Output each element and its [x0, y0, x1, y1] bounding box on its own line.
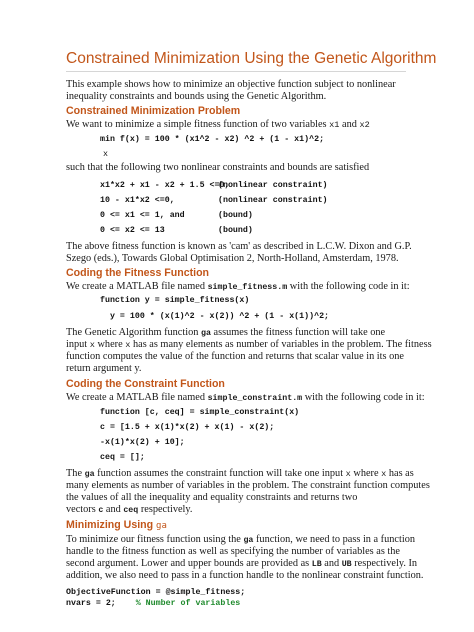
para-text: second argument. Lower and upper bounds are provided as [66, 558, 312, 569]
constraint-code-line-1: function [c, ceq] = simple_constraint(x) [100, 408, 300, 417]
var-x2: x2 [359, 120, 370, 130]
constraints-lead: such that the following two nonlinear constraints and bounds are satisfied [66, 162, 370, 173]
constraint-lead-post: with the following code in it: [302, 392, 425, 403]
equation-x-label: x [103, 150, 108, 159]
para-text: and [321, 558, 342, 569]
code-comment: % Number of variables [135, 599, 241, 608]
fitness-lead [66, 281, 410, 294]
para-text: where [350, 468, 382, 479]
section-heading-constraint: Coding the Constraint Function [66, 378, 225, 390]
ga-code: ga [200, 329, 211, 338]
para-text: The Genetic Algorithm function [66, 327, 201, 338]
constraint-para-3: the values of all the inequality and equality constraints and returns two [66, 492, 358, 503]
code-text: nvars = 2; [66, 599, 136, 608]
constraint-3-expr: 0 <= x1 <= 1, and [100, 211, 185, 220]
fitness-code-line-1: function y = simple_fitness(x) [100, 296, 250, 305]
constraint-1-note: (nonlinear constraint) [218, 181, 328, 190]
constraint-filename: simple_constraint.m [207, 394, 303, 403]
constraint-code-line-3: -x(1)*x(2) + 10]; [100, 438, 185, 447]
fitness-filename: simple_fitness.m [207, 283, 288, 292]
cam-reference-2: Szego (eds.), Towards Global Optimisation 2, North-Holland, Amsterdam, 1978. [66, 253, 399, 264]
constraint-2-note: (nonlinear constraint) [218, 196, 328, 205]
lb-code: LB [311, 560, 322, 569]
var-x: x [345, 469, 351, 479]
para-text: assumes the fitness function will take one [210, 327, 386, 338]
para-text: respectively. [138, 504, 193, 515]
constraint-code-line-4: ceq = []; [100, 453, 145, 462]
constraint-3-note: (bound) [218, 211, 253, 220]
fitness-para-4: return argument y. [66, 363, 142, 374]
intro-line-1: This example shows how to minimize an objective function subject to nonlinear [66, 79, 396, 90]
heading-ga-code: ga [156, 521, 167, 531]
objective-equation: min f(x) = 100 * (x1^2 - x2) ^2 + (1 - x1)^2; [100, 135, 325, 144]
var-x: x [89, 340, 95, 350]
constraint-2-expr: 10 - x1*x2 <=0, [100, 196, 175, 205]
para-text: vectors [66, 504, 99, 515]
minimizing-para-2: handle to the fitness function as well as specifying the number of variables as the [66, 546, 400, 557]
minimizing-code-line-1: ObjectiveFunction = @simple_fitness; [66, 588, 246, 597]
constraint-code-line-2: c = [1.5 + x(1)*x(2) + x(1) - x(2); [100, 423, 275, 432]
constraint-lead-pre: We create a MATLAB file named [66, 392, 208, 403]
para-text: To minimize our fitness function using the [66, 534, 244, 545]
constraint-para-4 [66, 504, 192, 517]
para-text: has as [386, 468, 414, 479]
section-heading-fitness: Coding the Fitness Function [66, 267, 210, 279]
lead-text: We want to minimize a simple fitness function of two variables [66, 119, 330, 130]
ceq-code: ceq [123, 506, 139, 515]
intro-line-2: inequality constraints and bounds using the Genetic Algorithm. [66, 91, 327, 102]
and-text: and [339, 119, 360, 130]
para-text: The [66, 468, 85, 479]
cam-reference-1: The above fitness function is known as 'cam' as described in L.C.W. Dixon and G.P. [66, 241, 412, 252]
ub-code: UB [341, 560, 352, 569]
page-title: Constrained Minimization Using the Genetic Algorithm [66, 50, 406, 72]
fitness-code-line-2: y = 100 * (x(1)^2 - x(2)) ^2 + (1 - x(1))^2; [100, 312, 330, 321]
constraint-para-2: many elements as number of variables in the problem. The constraint function computes [66, 480, 430, 491]
fitness-para-3: function computes the value of the function and returns that scalar value in its one [66, 351, 404, 362]
minimizing-code-line-2 [66, 599, 240, 609]
c-code: c [98, 506, 104, 515]
para-text: and [103, 504, 124, 515]
fitness-lead-post: with the following code in it: [287, 281, 410, 292]
constraint-lead [66, 392, 425, 405]
constraint-4-expr: 0 <= x2 <= 13 [100, 226, 165, 235]
fitness-lead-pre: We create a MATLAB file named [66, 281, 208, 292]
minimizing-para-4: addition, we also need to pass in a function handle to the nonlinear constraint function. [66, 570, 424, 581]
para-text: respectively. In [351, 558, 418, 569]
para-text: has as many elements as number of variables in the problem. The fitness [130, 339, 432, 350]
constraint-1-expr: x1*x2 + x1 - x2 + 1.5 <=0, [100, 181, 230, 190]
para-text: function assumes the constraint function will take one input [94, 468, 346, 479]
constraint-4-note: (bound) [218, 226, 253, 235]
problem-lead [66, 119, 370, 131]
heading-text: Minimizing Using [66, 519, 157, 531]
ga-code: ga [84, 470, 95, 479]
var-x1: x1 [329, 120, 340, 130]
var-x: x [381, 469, 387, 479]
var-x: x [125, 340, 131, 350]
section-heading-problem: Constrained Minimization Problem [66, 105, 241, 117]
para-text: function, we need to pass in a function [253, 534, 415, 545]
para-text: input [66, 339, 90, 350]
section-heading-minimizing [66, 519, 167, 531]
fitness-para-2 [66, 339, 432, 351]
ga-code: ga [243, 536, 254, 545]
para-text: where [94, 339, 126, 350]
